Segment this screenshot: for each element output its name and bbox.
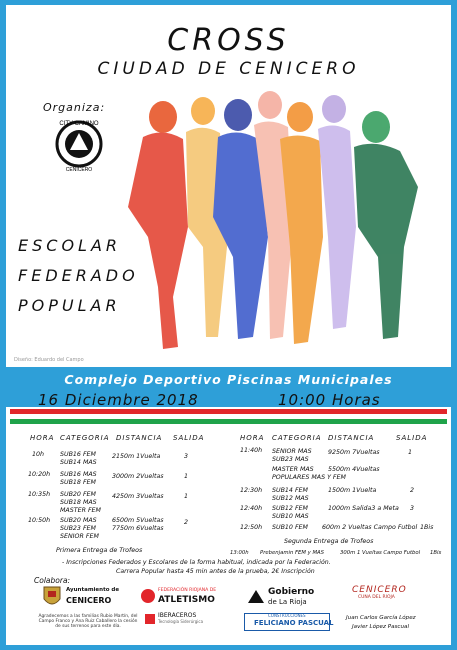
cenicero-logo-text: CENICERO xyxy=(352,585,407,595)
event-time: 10:00 Horas xyxy=(278,391,381,409)
title-cross: CROSS xyxy=(167,23,290,58)
construcciones-label: CONSTRUCCIONES xyxy=(268,613,306,618)
right-cat-3a: SUB14 FEM xyxy=(272,487,308,494)
left-cat-4c: SENIOR FEM xyxy=(60,533,99,540)
left-note: Primera Entrega de Trofeos xyxy=(56,547,143,554)
federacion-label: FEDERACIÓN RIOJANA DE xyxy=(158,588,217,593)
right-salida-3: 2 xyxy=(410,487,415,494)
left-dist-1: 2150m 1Vuelta xyxy=(112,453,161,460)
note-inscripciones: - Inscripciones Federados y Escolares de la forma habitual, indicada por la Federación. xyxy=(62,559,331,566)
right-hora-1: 11:40h xyxy=(240,447,263,454)
rioja-flag xyxy=(10,409,447,424)
poster-frame xyxy=(6,5,451,645)
right-cat-2a: MASTER MAS xyxy=(272,466,314,473)
extra-salida: 1Bis xyxy=(430,550,442,556)
left-salida-1: 3 xyxy=(184,453,189,460)
right-cat-1b: SUB23 MAS xyxy=(272,456,309,463)
left-cat-1a: SUB16 FEM xyxy=(60,451,96,458)
right-hora-3: 12:30h xyxy=(240,487,263,494)
right-salida-1: 1 xyxy=(408,449,413,456)
category-popular: POPULAR xyxy=(18,296,121,315)
city-camino-logo xyxy=(50,115,108,173)
left-cat-3c: MASTER FEM xyxy=(60,507,101,514)
hdr-salida-right: SALIDA xyxy=(396,434,428,442)
flag-green xyxy=(10,419,447,424)
left-hora-2: 10:20h xyxy=(28,471,51,478)
left-hora-3: 10:35h xyxy=(28,491,51,498)
left-cat-3b: SUB18 MAS xyxy=(60,499,97,506)
right-hora-5: 12:50h xyxy=(240,524,263,531)
right-cat-2b: POPULARES MAS Y FEM xyxy=(272,474,346,481)
left-dist-2: 3000m 2Vueltas xyxy=(112,473,164,480)
left-dist-4a: 6500m 5Vueltas xyxy=(112,517,164,524)
right-cat-1a: SENIOR MAS xyxy=(272,448,312,455)
right-dist-3: 1500m 1Vuelta xyxy=(328,487,377,494)
iberaceros-icon xyxy=(144,613,156,625)
atletismo-label: ATLETISMO xyxy=(158,595,215,605)
extra-dist: 300m 1 Vueltas Campo Futbol xyxy=(340,550,421,556)
title-ciudad: CIUDAD DE CENICERO xyxy=(97,59,360,79)
ayuntamiento-crest-icon xyxy=(42,585,62,609)
right-cat-4a: SUB12 FEM xyxy=(272,505,308,512)
left-cat-4b: SUB23 FEM xyxy=(60,525,96,532)
right-cat-3b: SUB12 MAS xyxy=(272,495,309,502)
left-salida-2: 1 xyxy=(184,473,189,480)
right-dist-5: 600m 2 Vueltas Campo Futbol xyxy=(322,524,418,531)
feliciano-label: FELICIANO PASCUAL xyxy=(254,619,334,627)
design-credit: Diseño: Eduardo del Campo xyxy=(14,357,84,363)
right-salida-5: 1Bis xyxy=(420,524,434,531)
note-popular: Carrera Popular hasta 45 min antes de la prueba, 2€ Inscripción xyxy=(116,568,315,575)
hdr-distancia-left: DISTANCIA xyxy=(116,434,163,442)
right-cat-5a: SUB10 FEM xyxy=(272,524,308,531)
left-dist-4b: 7750m 6Vueltas xyxy=(112,525,164,532)
logo-subtext: CENICERO xyxy=(65,167,93,173)
ayuntamiento-town: CENICERO xyxy=(66,596,112,605)
left-cat-4a: SUB20 MAS xyxy=(60,517,97,524)
venue-text: Complejo Deportivo Piscinas Municipales xyxy=(64,372,393,387)
runners-illustration xyxy=(118,87,436,377)
organiza-label: Organiza: xyxy=(43,101,106,114)
hdr-categoria-right: CATEGORIA xyxy=(272,434,322,442)
ayuntamiento-label: Ayuntamiento de xyxy=(66,587,120,593)
hdr-hora-left: HORA xyxy=(30,434,55,442)
left-salida-4: 2 xyxy=(184,519,189,526)
category-federado: FEDERADO xyxy=(18,266,139,285)
right-hora-4: 12:40h xyxy=(240,505,263,512)
event-date: 16 Diciembre 2018 xyxy=(38,391,199,409)
hdr-hora-right: HORA xyxy=(240,434,265,442)
left-cat-2a: SUB16 MAS xyxy=(60,471,97,478)
right-note: Segunda Entrega de Trofeos xyxy=(284,538,374,545)
left-dist-3: 4250m 3Vueltas xyxy=(112,493,164,500)
hdr-distancia-right: DISTANCIA xyxy=(328,434,375,442)
left-hora-4: 10:50h xyxy=(28,517,51,524)
left-hora-1: 10h xyxy=(32,451,45,458)
logo-text: CITY CAMINO xyxy=(59,121,99,127)
hdr-salida-left: SALIDA xyxy=(173,434,205,442)
federacion-icon xyxy=(140,588,156,604)
left-cat-1b: SUB14 MAS xyxy=(60,459,97,466)
person-1: Juan Carlos García López xyxy=(346,615,416,621)
cenicero-sub: CUNA DEL RIOJA xyxy=(358,595,395,600)
right-dist-1: 9250m 7Vueltas xyxy=(328,449,380,456)
person-2: Javier López Pascual xyxy=(352,624,410,630)
iberaceros-label: IBERACEROS xyxy=(158,612,197,619)
extra-cat: Prebenjamin FEM y MAS xyxy=(260,550,325,556)
gobierno-label: Gobierno xyxy=(268,587,315,597)
category-escolar: ESCOLAR xyxy=(18,236,122,255)
gobierno-icon xyxy=(246,587,266,607)
thanks-text: Agradecemos a las familias Rubio Martín, del Campo Franco y Ana Ruiz Caballero la cesión de sus terrenos para este día. xyxy=(38,614,138,629)
left-cat-3a: SUB20 FEM xyxy=(60,491,96,498)
left-salida-3: 1 xyxy=(184,493,189,500)
colabora-label: Colabora: xyxy=(34,576,71,585)
right-dist-4: 1000m Salida3 a Meta xyxy=(328,505,399,512)
iberaceros-sub: Tecnología Siderúrgica xyxy=(158,619,204,624)
rioja-label: de La Rioja xyxy=(268,598,307,606)
hdr-categoria-left: CATEGORIA xyxy=(60,434,110,442)
right-cat-4b: SUB10 MAS xyxy=(272,513,309,520)
right-salida-4: 3 xyxy=(410,505,415,512)
left-cat-2b: SUB18 FEM xyxy=(60,479,96,486)
extra-hora: 13:00h xyxy=(230,550,249,556)
right-dist-2: 5500m 4Vueltas xyxy=(328,466,380,473)
